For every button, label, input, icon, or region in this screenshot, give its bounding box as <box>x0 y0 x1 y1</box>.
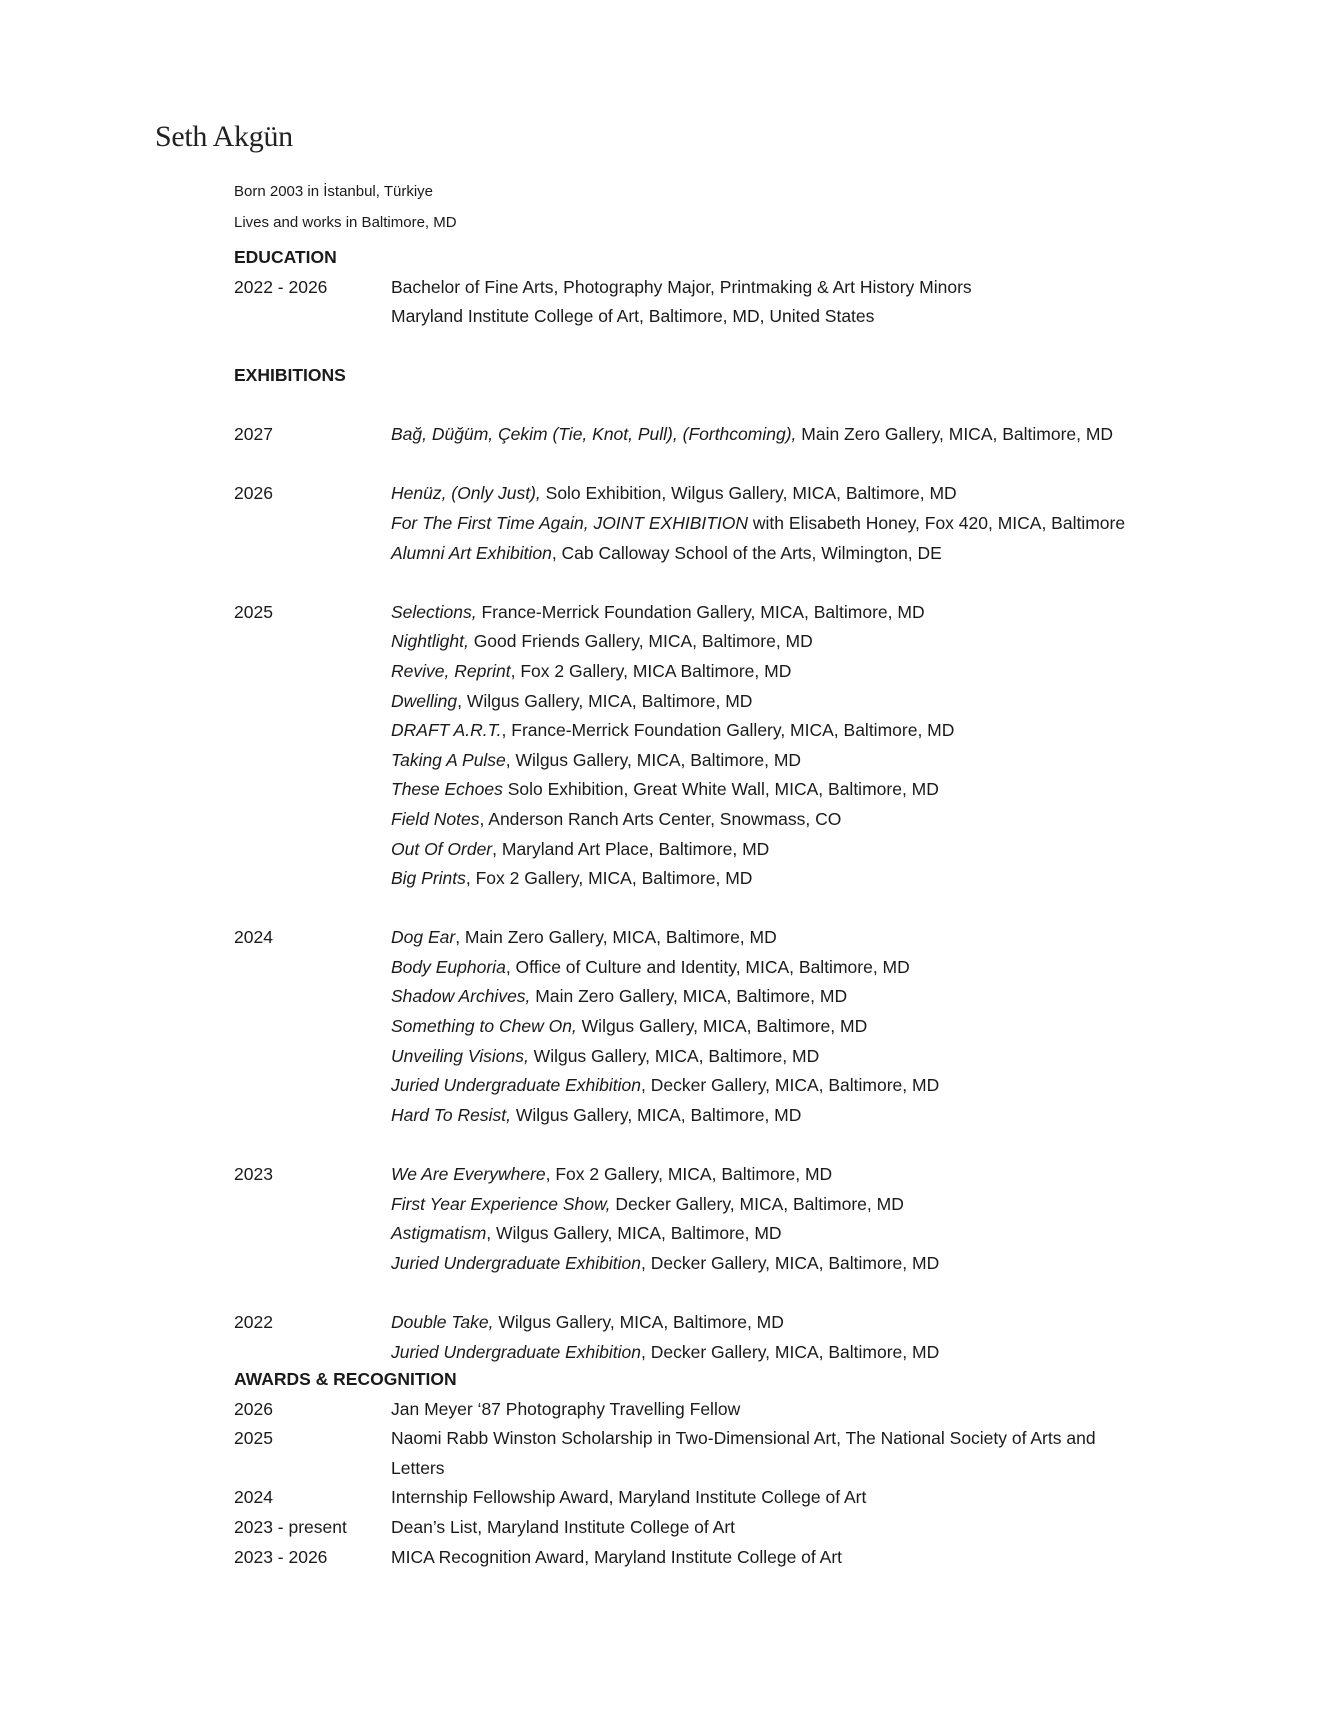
exhibition-title: We Are Everywhere <box>391 1164 546 1185</box>
exhibition-title: Alumni Art Exhibition <box>391 542 552 563</box>
exhibition-entry <box>391 1308 1246 1338</box>
exhibition-row <box>234 1308 1246 1338</box>
education-section <box>234 243 1246 332</box>
exhibition-title: Something to Chew On, <box>391 1016 577 1037</box>
exhibition-title: For The First Time Again, JOINT EXHIBITION <box>391 512 749 533</box>
exhibition-row <box>234 805 1246 835</box>
awards-heading: AWARDS & RECOGNITION <box>234 1369 457 1389</box>
exhibition-details: Wilgus Gallery, MICA, Baltimore, MD <box>528 1045 820 1066</box>
awards-section <box>234 1365 1246 1572</box>
exhibition-title: Juried Undergraduate Exhibition <box>391 1075 642 1096</box>
award-text: Naomi Rabb Winston Scholarship in Two-Dimensional Art, The National Society of Arts and Letters <box>391 1428 1096 1478</box>
exhibition-row <box>234 775 1246 805</box>
exhibition-details: , Wilgus Gallery, MICA, Baltimore, MD <box>505 749 802 770</box>
exhibition-list <box>234 420 1246 1367</box>
exhibition-details: Main Zero Gallery, MICA, Baltimore, MD <box>530 986 848 1007</box>
exhibition-row <box>234 657 1246 687</box>
education-heading: EDUCATION <box>234 247 337 267</box>
education-years: 2022 - 2026 <box>234 276 328 297</box>
exhibition-entry <box>391 687 1246 717</box>
exhibition-row <box>234 509 1246 539</box>
award-year: 2023 - 2026 <box>234 1546 328 1567</box>
exhibition-details: , Office of Culture and Identity, MICA, Baltimore, MD <box>505 956 910 977</box>
exhibition-details: with Elisabeth Honey, Fox 420, MICA, Baltimore <box>748 512 1126 533</box>
exhibition-row <box>234 687 1246 717</box>
award-row <box>234 1543 1246 1573</box>
exhibition-details: Wilgus Gallery, MICA, Baltimore, MD <box>510 1104 802 1125</box>
award-year: 2023 - present <box>234 1516 347 1537</box>
exhibition-row <box>234 1219 1246 1249</box>
exhibition-details: , Wilgus Gallery, MICA, Baltimore, MD <box>457 690 753 711</box>
exhibition-entry <box>391 716 1246 746</box>
exhibition-year: 2024 <box>234 927 273 948</box>
exhibition-details: , Wilgus Gallery, MICA, Baltimore, MD <box>486 1223 782 1244</box>
exhibition-details: , Decker Gallery, MICA, Baltimore, MD <box>641 1252 940 1273</box>
exhibition-row <box>234 746 1246 776</box>
exhibition-title: Nightlight, <box>391 631 469 652</box>
award-list <box>234 1395 1246 1573</box>
award-year: 2025 <box>234 1428 273 1449</box>
exhibition-details: , Anderson Ranch Arts Center, Snowmass, CO <box>479 808 842 829</box>
exhibition-entry <box>391 1160 1246 1190</box>
exhibition-entry <box>391 1190 1246 1220</box>
exhibition-row <box>234 923 1246 953</box>
bio-born: Born 2003 in İstanbul, Türkiye <box>234 183 434 200</box>
exhibition-entry <box>391 835 1246 865</box>
exhibition-entry <box>391 1071 1246 1101</box>
exhibition-entry <box>391 1042 1246 1072</box>
exhibition-row <box>234 1190 1246 1220</box>
exhibition-title: DRAFT A.R.T. <box>391 720 502 741</box>
exhibition-entry <box>391 864 1246 894</box>
exhibition-entry <box>391 982 1246 1012</box>
exhibition-title: Taking A Pulse <box>391 749 506 770</box>
exhibition-title: Unveiling Visions, <box>391 1045 529 1066</box>
exhibition-details: , France-Merrick Foundation Gallery, MICA, Baltimore, MD <box>501 720 955 741</box>
exhibition-details: , Fox 2 Gallery, MICA Baltimore, MD <box>510 660 792 681</box>
award-year: 2026 <box>234 1398 273 1419</box>
exhibition-year: 2025 <box>234 601 273 622</box>
exhibition-row <box>234 982 1246 1012</box>
exhibition-entry <box>391 420 1246 450</box>
exhibition-title: Dwelling <box>391 690 458 711</box>
exhibition-row <box>234 1101 1246 1131</box>
education-row <box>234 302 1246 332</box>
exhibition-row <box>234 479 1246 509</box>
exhibition-row <box>234 716 1246 746</box>
exhibition-entry <box>391 953 1246 983</box>
exhibition-title: Selections, <box>391 601 477 622</box>
exhibition-title: Double Take, <box>391 1312 494 1332</box>
exhibition-row <box>234 864 1246 894</box>
exhibition-title: Juried Undergraduate Exhibition <box>391 1341 642 1362</box>
exhibition-details: , Main Zero Gallery, MICA, Baltimore, MD <box>455 927 777 948</box>
exhibition-details: Wilgus Gallery, MICA, Baltimore, MD <box>576 1016 868 1037</box>
education-degree: Bachelor of Fine Arts, Photography Major, Printmaking & Art History Minors <box>391 276 972 297</box>
award-text: Dean’s List, Maryland Institute College of Art <box>391 1516 736 1537</box>
exhibition-row <box>234 598 1246 628</box>
exhibition-entry <box>391 1101 1246 1131</box>
exhibition-details: , Fox 2 Gallery, MICA, Baltimore, MD <box>545 1164 833 1185</box>
exhibitions-heading: EXHIBITIONS <box>234 365 346 385</box>
exhibition-title: Big Prints <box>391 868 466 889</box>
exhibition-title: Shadow Archives, <box>391 986 531 1007</box>
exhibition-row <box>234 1071 1246 1101</box>
exhibition-title: Field Notes <box>391 808 480 829</box>
exhibition-entry <box>391 746 1246 776</box>
exhibition-entry <box>391 539 1246 569</box>
exhibition-row <box>234 539 1246 569</box>
award-row <box>234 1483 1246 1513</box>
award-row <box>234 1424 1246 1483</box>
exhibition-title: First Year Experience Show, <box>391 1193 611 1214</box>
exhibition-row <box>234 1249 1246 1279</box>
award-text: Jan Meyer ‘87 Photography Travelling Fellow <box>391 1398 741 1419</box>
exhibitions-section <box>234 361 1246 1367</box>
exhibition-row <box>234 1160 1246 1190</box>
bio-lives: Lives and works in Baltimore, MD <box>234 214 457 231</box>
exhibition-row <box>234 835 1246 865</box>
exhibition-entry <box>391 479 1246 509</box>
exhibition-year: 2026 <box>234 483 273 504</box>
exhibition-entry <box>391 923 1246 953</box>
exhibition-entry <box>391 775 1246 805</box>
exhibition-title: Dog Ear <box>391 927 456 948</box>
exhibition-title: Hard To Resist, <box>391 1104 511 1125</box>
award-text: Internship Fellowship Award, Maryland Institute College of Art <box>391 1487 867 1508</box>
exhibition-title: Revive, Reprint <box>391 660 511 681</box>
exhibition-details: , Fox 2 Gallery, MICA, Baltimore, MD <box>465 868 753 889</box>
award-row <box>234 1513 1246 1543</box>
exhibition-entry <box>391 805 1246 835</box>
exhibition-details: , Cab Calloway School of the Arts, Wilmington, DE <box>551 542 942 563</box>
exhibition-details: , Maryland Art Place, Baltimore, MD <box>492 838 770 859</box>
exhibition-entry <box>391 657 1246 687</box>
exhibition-details: Decker Gallery, MICA, Baltimore, MD <box>610 1193 904 1214</box>
exhibition-row <box>234 1012 1246 1042</box>
exhibition-details: Solo Exhibition, Wilgus Gallery, MICA, Baltimore, MD <box>540 483 957 504</box>
exhibition-row <box>234 420 1246 450</box>
education-row <box>234 273 1246 303</box>
exhibition-details: France-Merrick Foundation Gallery, MICA, Baltimore, MD <box>476 601 925 622</box>
exhibition-title: Bağ, Düğüm, Çekim (Tie, Knot, Pull), (Forthcoming), <box>391 424 797 445</box>
exhibition-entry <box>391 598 1246 628</box>
exhibition-row <box>234 627 1246 657</box>
exhibition-year: 2023 <box>234 1164 273 1185</box>
exhibition-details: Good Friends Gallery, MICA, Baltimore, MD <box>468 631 813 652</box>
exhibition-row <box>234 953 1246 983</box>
exhibition-title: These Echoes <box>391 779 503 800</box>
exhibition-entry <box>391 1338 1246 1368</box>
award-row <box>234 1395 1246 1425</box>
exhibition-details: Main Zero Gallery, MICA, Baltimore, MD <box>796 424 1114 445</box>
exhibition-details: , Decker Gallery, MICA, Baltimore, MD <box>641 1075 940 1096</box>
award-text: MICA Recognition Award, Maryland Institute College of Art <box>391 1546 843 1567</box>
exhibition-row <box>234 1338 1246 1368</box>
exhibition-title: Out Of Order <box>391 838 493 859</box>
award-year: 2024 <box>234 1487 273 1508</box>
exhibition-title: Juried Undergraduate Exhibition <box>391 1252 642 1273</box>
exhibition-entry <box>391 627 1246 657</box>
exhibition-entry <box>391 1012 1246 1042</box>
exhibition-entry <box>391 1249 1246 1279</box>
exhibition-title: Body Euphoria <box>391 956 506 977</box>
exhibition-title: Henüz, (Only Just), <box>391 483 541 504</box>
exhibition-details: Wilgus Gallery, MICA, Baltimore, MD <box>493 1312 784 1332</box>
exhibition-year: 2022 <box>234 1312 273 1332</box>
exhibition-year: 2027 <box>234 424 273 445</box>
exhibition-entry <box>391 509 1246 539</box>
education-school: Maryland Institute College of Art, Baltimore, MD, United States <box>391 306 875 327</box>
cv-name: Seth Akgün <box>155 120 293 153</box>
exhibition-entry <box>391 1219 1246 1249</box>
exhibition-details: , Decker Gallery, MICA, Baltimore, MD <box>641 1341 940 1362</box>
exhibition-details: Solo Exhibition, Great White Wall, MICA, Baltimore, MD <box>502 779 939 800</box>
exhibition-title: Astigmatism <box>391 1223 487 1244</box>
exhibition-row <box>234 1042 1246 1072</box>
